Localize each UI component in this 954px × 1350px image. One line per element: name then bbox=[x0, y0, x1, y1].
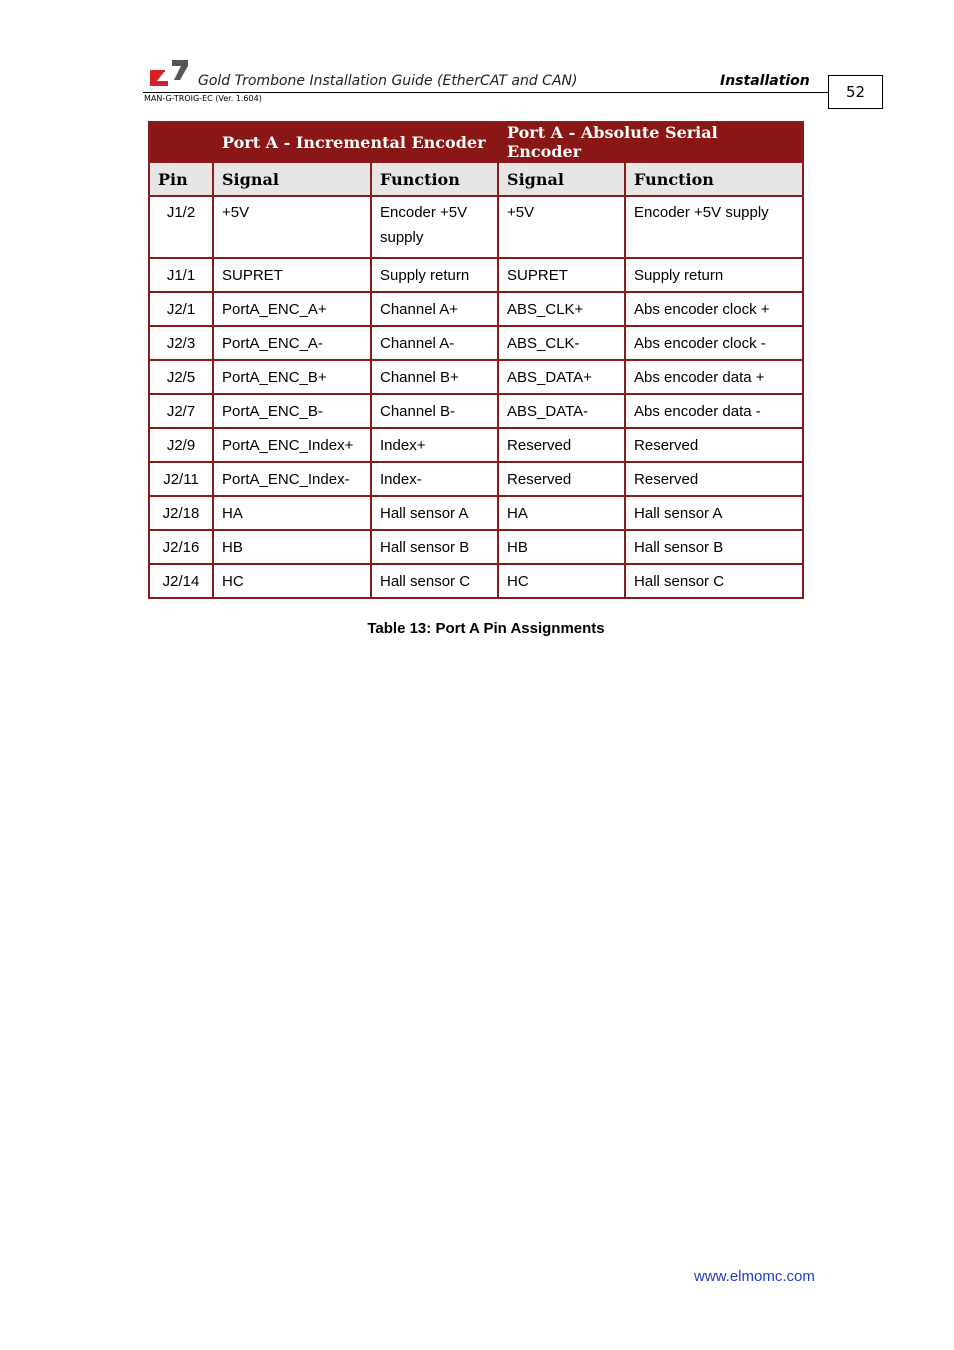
column-header: Pin bbox=[149, 162, 213, 196]
table-cell: Reserved bbox=[625, 428, 803, 462]
table-cell: HC bbox=[498, 564, 625, 598]
table-cell: HC bbox=[213, 564, 371, 598]
table-cell: Index- bbox=[371, 462, 498, 496]
table-cell: Channel A- bbox=[371, 326, 498, 360]
table-row bbox=[149, 292, 803, 326]
table-cell: SUPRET bbox=[213, 258, 371, 292]
table-cell: +5V bbox=[213, 196, 371, 258]
table-row bbox=[149, 258, 803, 292]
pin-cell: J2/18 bbox=[149, 496, 213, 530]
table-body bbox=[149, 196, 803, 598]
column-header: Signal bbox=[213, 162, 371, 196]
table-cell: Reserved bbox=[625, 462, 803, 496]
table-row bbox=[149, 564, 803, 598]
table-cell: Hall sensor B bbox=[371, 530, 498, 564]
table-cell: HA bbox=[213, 496, 371, 530]
table-cell: Channel B+ bbox=[371, 360, 498, 394]
group-header-blank bbox=[149, 122, 213, 162]
table-cell: ABS_DATA+ bbox=[498, 360, 625, 394]
group-header-absolute: Port A - Absolute Serial Encoder bbox=[498, 122, 803, 162]
table-cell: PortA_ENC_Index+ bbox=[213, 428, 371, 462]
pin-cell: J2/11 bbox=[149, 462, 213, 496]
table-cell: Reserved bbox=[498, 428, 625, 462]
pin-cell: J2/5 bbox=[149, 360, 213, 394]
table-cell: Hall sensor A bbox=[625, 496, 803, 530]
pin-cell: J2/3 bbox=[149, 326, 213, 360]
section-title: Installation bbox=[720, 73, 810, 89]
pin-cell: J2/9 bbox=[149, 428, 213, 462]
table-cell: PortA_ENC_A- bbox=[213, 326, 371, 360]
table-cell: Encoder +5V supply bbox=[371, 196, 498, 258]
table-cell: ABS_CLK+ bbox=[498, 292, 625, 326]
pin-cell: J2/16 bbox=[149, 530, 213, 564]
table-cell: Hall sensor B bbox=[625, 530, 803, 564]
page-number-box bbox=[828, 75, 883, 109]
table-group-header-row bbox=[149, 122, 803, 162]
table-cell: +5V bbox=[498, 196, 625, 258]
table-cell: HB bbox=[213, 530, 371, 564]
table-cell: Channel B- bbox=[371, 394, 498, 428]
table-row bbox=[149, 462, 803, 496]
table-cell: PortA_ENC_A+ bbox=[213, 292, 371, 326]
table-row bbox=[149, 428, 803, 462]
table-cell: Abs encoder clock - bbox=[625, 326, 803, 360]
table-cell: Hall sensor C bbox=[371, 564, 498, 598]
pin-cell: J1/2 bbox=[149, 196, 213, 258]
header-divider bbox=[143, 92, 828, 93]
table-row bbox=[149, 326, 803, 360]
table-row bbox=[149, 530, 803, 564]
column-header: Function bbox=[371, 162, 498, 196]
table-cell: Abs encoder data - bbox=[625, 394, 803, 428]
table-cell: Abs encoder clock + bbox=[625, 292, 803, 326]
table-cell: Supply return bbox=[625, 258, 803, 292]
table-cell: Index+ bbox=[371, 428, 498, 462]
table-cell: Encoder +5V supply bbox=[625, 196, 803, 258]
table-caption: Table 13: Port A Pin Assignments bbox=[367, 620, 605, 637]
website-link[interactable]: www.elmomc.com bbox=[694, 1268, 815, 1285]
table-cell: ABS_CLK- bbox=[498, 326, 625, 360]
table-row bbox=[149, 196, 803, 258]
table-cell: HB bbox=[498, 530, 625, 564]
column-header: Function bbox=[625, 162, 803, 196]
group-header-incremental: Port A - Incremental Encoder bbox=[213, 122, 498, 162]
table-cell: Supply return bbox=[371, 258, 498, 292]
table-cell: HA bbox=[498, 496, 625, 530]
table-cell: ABS_DATA- bbox=[498, 394, 625, 428]
pin-assignment-table bbox=[148, 121, 804, 599]
document-title: Gold Trombone Installation Guide (EtherCAT and CAN) bbox=[198, 73, 578, 89]
table-column-header-row bbox=[149, 162, 803, 196]
table-cell: SUPRET bbox=[498, 258, 625, 292]
table-row bbox=[149, 394, 803, 428]
table-cell: Hall sensor C bbox=[625, 564, 803, 598]
table-row bbox=[149, 360, 803, 394]
table-cell: PortA_ENC_B+ bbox=[213, 360, 371, 394]
column-header: Signal bbox=[498, 162, 625, 196]
document-code: MAN-G-TROIG-EC (Ver. 1.604) bbox=[144, 94, 262, 103]
table-cell: PortA_ENC_Index- bbox=[213, 462, 371, 496]
table-cell: PortA_ENC_B- bbox=[213, 394, 371, 428]
page-number: 52 bbox=[845, 83, 866, 101]
table-cell: Channel A+ bbox=[371, 292, 498, 326]
table-row bbox=[149, 496, 803, 530]
table-cell: Reserved bbox=[498, 462, 625, 496]
pin-cell: J2/7 bbox=[149, 394, 213, 428]
table-cell: Abs encoder data + bbox=[625, 360, 803, 394]
table-cell: Hall sensor A bbox=[371, 496, 498, 530]
pin-cell: J2/14 bbox=[149, 564, 213, 598]
pin-cell: J2/1 bbox=[149, 292, 213, 326]
elmo-logo-icon bbox=[148, 58, 190, 88]
pin-cell: J1/1 bbox=[149, 258, 213, 292]
